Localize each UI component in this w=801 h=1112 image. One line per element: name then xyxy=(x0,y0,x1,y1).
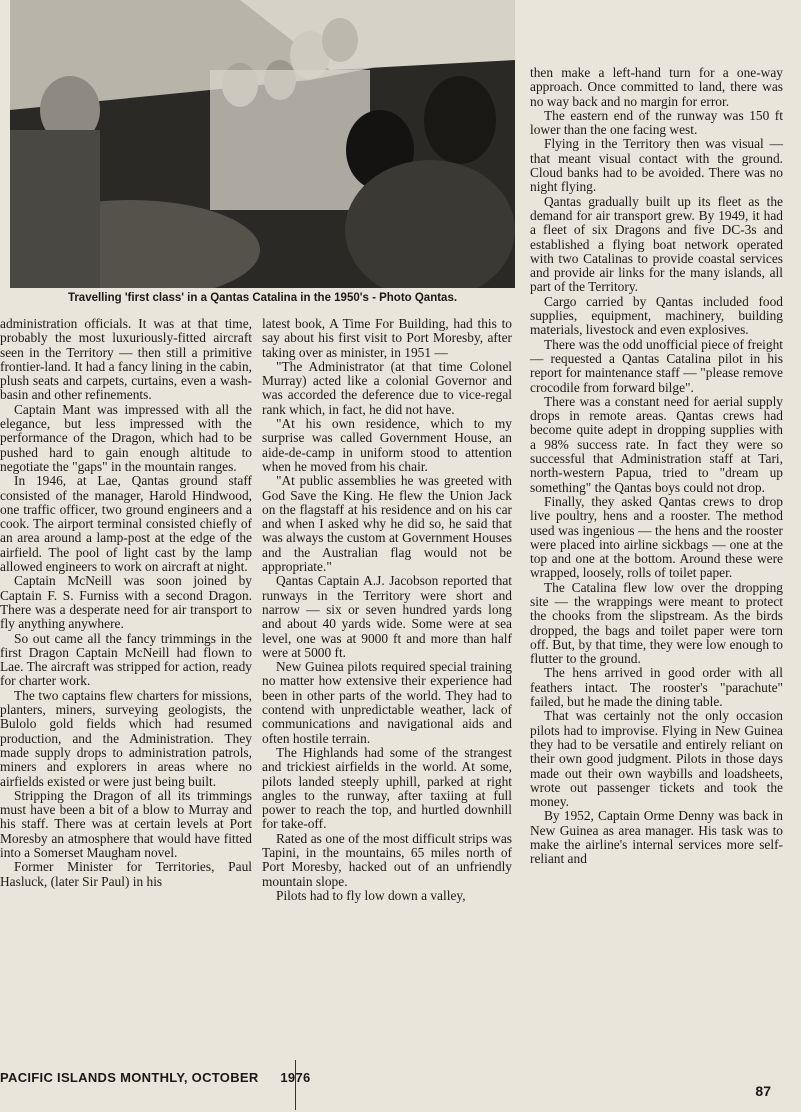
paragraph: "At public assemblies he was greeted with God Save the King. He flew the Union Jack on the flagstaff at his residence and on his car and when I asked why he did so, he said that was always the custom at Government Houses and the Australian flag would not be appropriate." xyxy=(262,473,512,575)
article-column-2 xyxy=(262,317,512,903)
paragraph: Qantas gradually built up its fleet as the demand for air transport grew. By 1949, it had a fleet of six Dragons and five DC-3s and established a flying boat network operated with two Catalinas to provide coastal services and provide air links for the many islands, all part of the Territory. xyxy=(530,193,783,295)
paragraph: New Guinea pilots required special training no matter how extensive their experience had been in other parts of the world. They had to contend with unpredictable weather, lack of communications and navigational aids and often hostile terrain. xyxy=(262,659,512,746)
paragraph: then make a left-hand turn for a one-way approach. Once committed to land, there was no way back and no margin for error. xyxy=(530,65,783,109)
page-number: 87 xyxy=(755,1083,771,1099)
paragraph: The hens arrived in good order with all feathers intact. The rooster's "parachute" failed, but he made the dining table. xyxy=(530,665,783,710)
paragraph: The Highlands had some of the strangest and trickiest airfields in the world. At some, pilots landed steeply uphill, parked at right angles to the runway, after taxiing at full power to reach the top, and hurtled downhill for take-off. xyxy=(262,744,512,832)
running-footer xyxy=(0,1070,311,1085)
article-column-3 xyxy=(530,66,783,867)
magazine-name: PACIFIC ISLANDS MONTHLY, OCTOBER xyxy=(0,1070,259,1085)
paragraph: Flying in the Territory then was visual — that meant visual contact with the ground. Cloud banks had to be avoided. There was no night flying. xyxy=(530,136,783,195)
paragraph: There was the odd unofficial piece of freight — requested a Qantas Catalina pilot in his report for maintenance staff — "please remove crocodile from forward bilge". xyxy=(530,336,783,395)
paragraph: Qantas Captain A.J. Jacobson reported that runways in the Territory were short and narrow — six or seven hundred yards long and about 40 yards wide. Some were at sea level, one was at 9000 ft and more than half were at 5000 ft. xyxy=(262,573,512,660)
paragraph: "At his own residence, which to my surprise was called Government House, an aide-de-camp in uniform stood to attention when he moved from his chair. xyxy=(262,416,512,474)
paragraph: There was a constant need for aerial supply drops in remote areas. Qantas crews had become quite adept in dropping supplies with a 98% success rate. In fact they were so successful that Administration staff at Tari, north-western Papua, tried to "dream up something" the Qantas boys could not drop. xyxy=(530,393,783,495)
paragraph: That was certainly not the only occasion pilots had to improvise. Flying in New Guinea they had to be versatile and entirely reliant on their own good judgment. Pilots in those days made out their own waybills and loadsheets, wrote out passenger tickets and took the money. xyxy=(530,708,783,810)
paragraph: Stripping the Dragon of all its trimmings must have been a bit of a blow to Murray and his staff. There was at certain levels at Port Moresby an atmosphere that would have fitted into a Somerset Maugham novel. xyxy=(0,787,252,860)
paragraph: The Catalina flew low over the dropping site — the wrappings were meant to protect the chooks from the slipstream. As the birds dropped, the bags and toilet paper were torn off. But, by that time, they were low enough to flutter to the ground. xyxy=(530,579,783,667)
paragraph: "The Administrator (at that time Colonel Murray) acted like a colonial Governor and was accorded the deference due to vice-regal rank which, in fact, he did not have. xyxy=(262,358,512,417)
paragraph: Cargo carried by Qantas included food supplies, equipment, machinery, building materials, livestock and even explosives. xyxy=(530,293,783,338)
paragraph: Pilots had to fly low down a valley, xyxy=(276,887,466,903)
photo-caption: Travelling 'first class' in a Qantas Catalina in the 1950's - Photo Qantas. xyxy=(67,292,458,304)
paragraph: Captain McNeill was soon joined by Captain F. S. Furniss with a second Dragon. There was a desperate need for air transport to fly anything anywhere. xyxy=(0,573,252,632)
article-column-1 xyxy=(0,317,252,889)
paragraph: Rated as one of the most difficult strips was Tapini, in the mountains, 65 miles north of Port Moresby, hacked out of an unfriendly mountain slope. xyxy=(262,830,512,889)
paragraph: Former Minister for Territories, Paul Hasluck, (later Sir Paul) in his xyxy=(0,859,252,889)
paragraph: The two captains flew charters for missions, planters, miners, surveying geologists, the Bulolo gold fields which had resumed production, and the Administration. They made supply drops to administration patrols, miners and explorers in areas where no airfields existed or were just being built. xyxy=(0,687,252,789)
issue-year: 1976 xyxy=(280,1070,311,1085)
photo-passengers-icon xyxy=(10,0,515,288)
column-divider xyxy=(295,1060,296,1110)
photo-catalina-cabin xyxy=(10,0,515,288)
paragraph: Finally, they asked Qantas crews to drop live poultry, hens and a rooster. The method used was ingenious — the hens and the rooster were placed into airline sickbags — one at the top and one at the bottom. Around these were wrapped, loosely, rolls of toilet paper. xyxy=(530,493,783,581)
paragraph: latest book, A Time For Building, had this to say about his first visit to Port Moresby, after taking over as minister, in 1951 — xyxy=(262,316,512,360)
paragraph: So out came all the fancy trimmings in the first Dragon Captain McNeill had flown to Lae. The aircraft was stripped for action, ready for charter work. xyxy=(0,630,252,689)
paragraph: Captain Mant was impressed with all the elegance, but less impressed with the performance of the Dragon, which had to be pushed hard to gain enough altitude to negotiate the "gaps" in the mountain ranges. xyxy=(0,401,252,474)
paragraph: The eastern end of the runway was 150 ft lower than the one facing west. xyxy=(530,107,783,138)
paragraph: administration officials. It was at that time, probably the most luxuriously-fitted aircraft seen in the Territory — then still a primitive frontier-land. It had a fancy lining in the cabin, plush seats and carpets, curtains, even a wash-basin and other refinements. xyxy=(0,316,252,403)
paragraph: By 1952, Captain Orme Denny was back in New Guinea as area manager. His task was to make the airline's internal services more self-reliant and xyxy=(530,808,783,867)
paragraph: In 1946, at Lae, Qantas ground staff consisted of the manager, Harold Hindwood, one traffic officer, two ground engineers and a cook. The airport terminal consisted chiefly of an area around a lamp-post at the edge of the airfield. The pool of light cast by the lamp allowed engineers to work on aircraft at night. xyxy=(0,473,252,575)
